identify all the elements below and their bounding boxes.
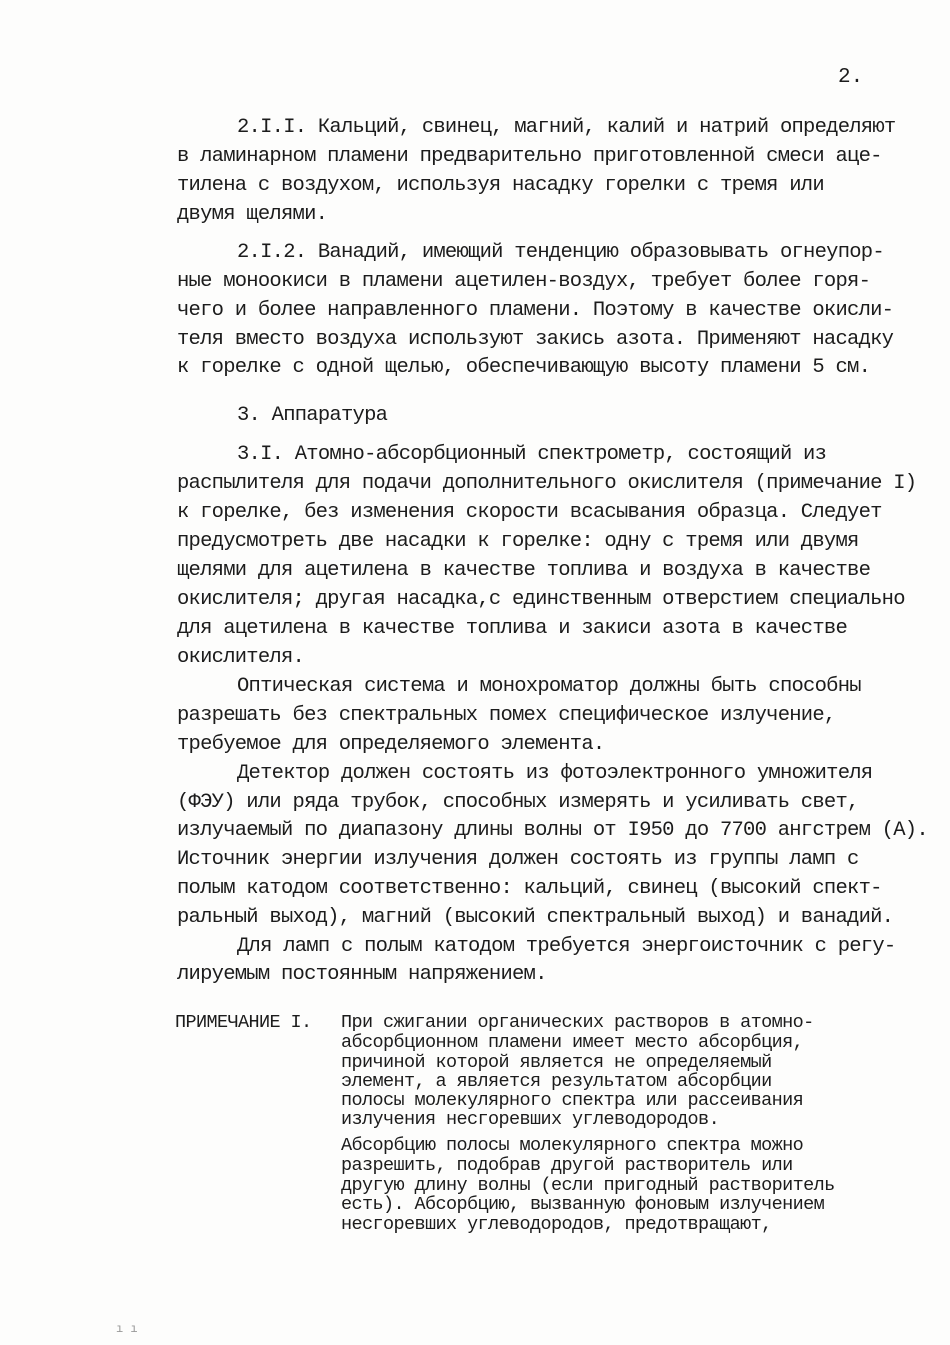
text-line: Оптическая система и монохроматор должны быть способны: [237, 675, 861, 698]
page-number: 2.: [838, 66, 864, 89]
text-line: разрешать без спектральных помех специфическое излучение,: [177, 704, 836, 727]
note-label: ПРИМЕЧАНИЕ I.: [175, 1012, 312, 1033]
text-line: в ламинарном пламени предварительно приготовленной смеси аце-: [177, 145, 882, 168]
note-line: При сжигании органических растворов в атомно-: [341, 1012, 814, 1033]
note-line: Абсорбцию полосы молекулярного спектра можно: [341, 1135, 804, 1156]
text-line: ральный выход), магний (высокий спектральный выход) и ванадий.: [177, 906, 894, 929]
text-line: чего и более направленного пламени. Поэтому в качестве окисли-: [177, 299, 894, 322]
text-line: 3.I. Атомно-абсорбционный спектрометр, состоящий из: [237, 443, 827, 466]
text-line: Источник энергии излучения должен состоять из группы ламп с: [177, 848, 859, 871]
text-line: 2.I.I. Кальций, свинец, магний, калий и натрий определяют: [237, 116, 896, 139]
note-line: другую длину волны (если пригодный растворитель: [341, 1175, 835, 1196]
text-line: полым катодом соответственно: кальций, свинец (высокий спект-: [177, 877, 882, 900]
note-line: абсорбционном пламени имеет место абсорбция,: [341, 1032, 804, 1053]
note-line: есть). Абсорбцию, вызванную фоновым излучением: [341, 1194, 825, 1215]
text-line: 2.I.2. Ванадий, имеющий тенденцию образовывать огнеупор-: [237, 241, 884, 264]
note-line: причиной которой является не определяемый: [341, 1052, 772, 1073]
text-line: окислителя; другая насадка,с единственным отверстием специально: [177, 588, 905, 611]
note-line: несгоревших углеводородов, предотвращают,: [341, 1214, 772, 1235]
text-line: щелями для ацетилена в качестве топлива и воздуха в качестве: [177, 559, 871, 582]
text-line: к горелке, без изменения скорости всасывания образца. Следует: [177, 501, 882, 524]
text-line: ные моноокиси в пламени ацетилен-воздух, требует более горя-: [177, 270, 871, 293]
text-line: распылителя для подачи дополнительного окислителя (примечание I): [177, 472, 917, 495]
scan-mark: ı ı: [116, 1322, 138, 1336]
note-line: излучения несгоревших углеводородов.: [341, 1109, 720, 1130]
text-line: (ФЭУ) или ряда трубок, способных измерять и усиливать свет,: [177, 791, 859, 814]
section-heading: 3. Аппаратура: [237, 404, 388, 427]
text-line: лируемым постоянным напряжением.: [177, 963, 547, 986]
text-line: к горелке с одной щелью, обеспечивающую высоту пламени 5 см.: [177, 356, 871, 379]
text-line: Детектор должен состоять из фотоэлектронного умножителя: [237, 762, 873, 785]
text-line: окислителя.: [177, 646, 305, 669]
text-line: требуемое для определяемого элемента.: [177, 733, 605, 756]
note-line: элемент, а является результатом абсорбции: [341, 1071, 772, 1092]
note-line: полосы молекулярного спектра или рассеивания: [341, 1090, 804, 1111]
text-line: тилена с воздухом, используя насадку горелки с тремя или: [177, 174, 824, 197]
text-line: Для ламп с полым катодом требуется энергоисточник с регу-: [237, 935, 896, 958]
text-line: излучаемый по диапазону длины волны от I950 до 7700 ангстрем (А).: [177, 819, 928, 842]
text-line: предусмотреть две насадки к горелке: одну с тремя или двумя: [177, 530, 859, 553]
text-line: теля вместо воздуха используют закись азота. Применяют насадку: [177, 328, 894, 351]
text-line: двумя щелями.: [177, 203, 328, 226]
note-line: разрешить, подобрав другой растворитель или: [341, 1155, 793, 1176]
text-line: для ацетилена в качестве топлива и закиси азота в качестве: [177, 617, 848, 640]
